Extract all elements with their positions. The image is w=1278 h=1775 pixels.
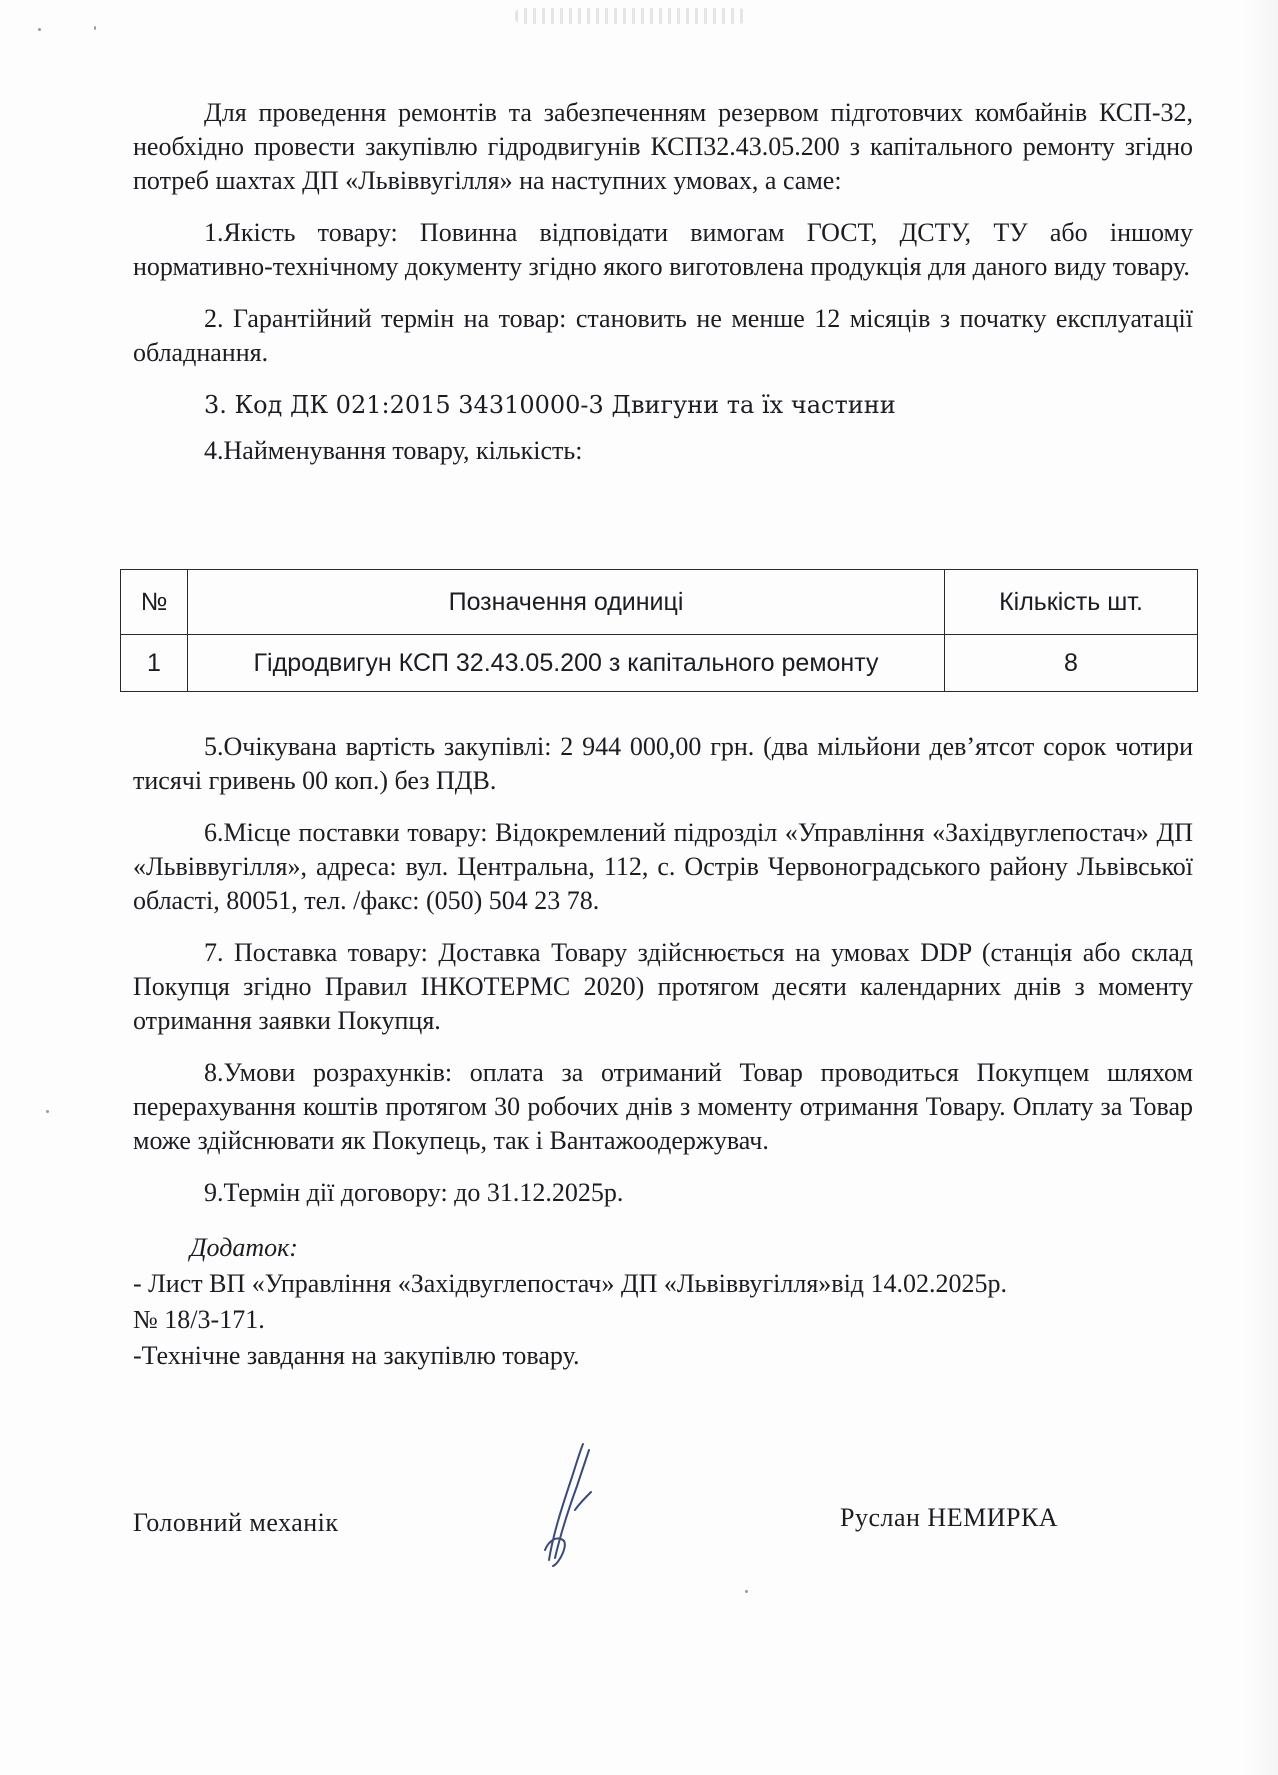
place-paragraph: 6.Місце поставки товару: Відокремлений підрозділ «Управління «Західвуглепостач» ДП «Львіввугілля», адреса: вул. Центральна, 112, с. Острів Червоноградського району Львівської області, 80051, тел. /факс: (050) 504 23 78. (133, 818, 1193, 915)
document-lower (133, 730, 1193, 1228)
col-number-header: № (121, 570, 188, 635)
scan-speck (745, 1590, 748, 1593)
term-paragraph: 9.Термін дії договору: до 31.12.2025р. (204, 1178, 624, 1207)
goods-table (120, 569, 1198, 692)
name-qty-heading: 4.Найменування товару, кількість: (204, 436, 583, 465)
row-number: 1 (121, 635, 188, 692)
scan-speck (38, 28, 41, 31)
col-unit-header: Позначення одиниці (188, 570, 945, 635)
attachment-line: -Технічне завдання на закупівлю товару. (133, 1341, 580, 1370)
row-unit: Гідродвигун КСП 32.43.05.200 з капітального ремонту (188, 635, 945, 692)
intro-paragraph: Для проведення ремонтів та забезпеченням резервом підготовчих комбайнів КСП-32, необхідно провести закупівлю гідродвигунів КСП32.43.05.200 з капітального ремонту згідно потреб шахтах ДП «Львіввугілля» на наступних умовах, а саме: (133, 98, 1193, 195)
scan-speck (94, 26, 96, 30)
document-body (133, 96, 1193, 486)
row-qty: 8 (945, 635, 1198, 692)
cost-paragraph: 5.Очікувана вартість закупівлі: 2 944 000,00 грн. (два мільйони дев’ятсот сорок чотири тисячі гривень 00 коп.) без ПДВ. (133, 732, 1193, 795)
delivery-paragraph: 7. Поставка товару: Доставка Товару здійснюється на умовах DDP (станція або склад Покупця згідно Правил ІНКОТЕРМС 2020) протягом десяти календарних днів з моменту отримання заявки Покупця. (133, 938, 1193, 1035)
scan-artifact (515, 8, 745, 24)
attachment-line: № 18/3-171. (133, 1305, 265, 1334)
attachments-title: Додаток: (190, 1233, 298, 1262)
payment-paragraph: 8.Умови розрахунків: оплата за отриманий Товар проводиться Покупцем шляхом перерахування коштів протягом 30 робочих днів з моменту отримання Товару. Оплату за Товар може здійснювати як Покупець, так і Вантажоодержувач. (133, 1058, 1193, 1155)
signer-position: Головний механік (133, 1508, 339, 1537)
scan-speck (46, 1110, 49, 1113)
table-row (121, 635, 1198, 692)
handwritten-signature (535, 1440, 605, 1570)
quality-paragraph: 1.Якість товару: Повинна відповідати вимогам ГОСТ, ДСТУ, ТУ або іншому нормативно-технічному документу згідно якого виготовлена продукція для даного виду товару. (133, 218, 1193, 281)
col-qty-header: Кількість шт. (945, 570, 1198, 635)
table-header-row (121, 570, 1198, 635)
attachments (133, 1230, 1007, 1374)
signer-name: Руслан НЕМИРКА (840, 1503, 1059, 1532)
attachment-line: - Лист ВП «Управління «Західвуглепостач» ДП «Львіввугілля»від 14.02.2025р. (133, 1269, 1008, 1298)
warranty-paragraph: 2. Гарантійний термін на товар: становить не менше 12 місяців з початку експлуатації обладнання. (133, 304, 1193, 367)
scan-edge-shadow (1242, 0, 1278, 1775)
code-paragraph: 3. Код ДК 021:2015 34310000-3 Двигуни та їх частини (204, 391, 896, 419)
